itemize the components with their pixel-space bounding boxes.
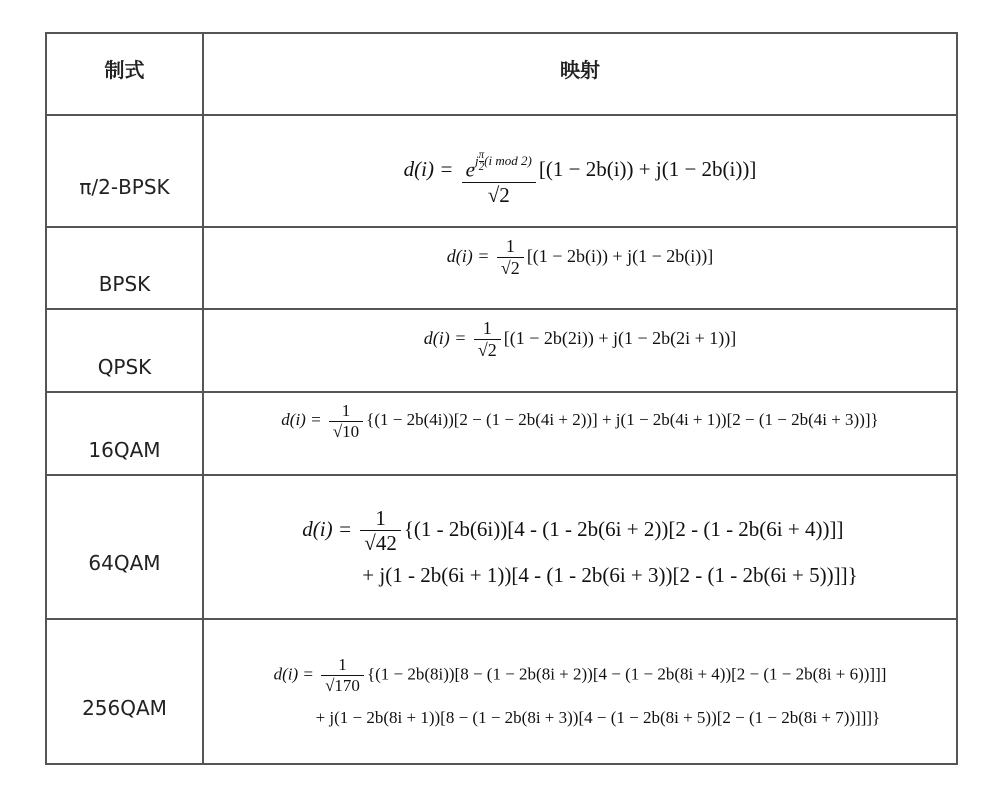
formula-bpsk: [446, 236, 714, 278]
formula-numerator: 1: [329, 401, 363, 422]
formula-fraction: [329, 401, 363, 442]
formula-lhs: d(i) =: [302, 517, 353, 542]
formula-body: [(1 − 2b(2i)) + j(1 − 2b(2i + 1))]: [503, 327, 737, 348]
scheme-cell: 16QAM: [46, 392, 203, 475]
formula-qpsk: [423, 318, 737, 360]
formula-fraction: [497, 236, 524, 279]
table-row: [46, 309, 957, 392]
formula-numerator: 1: [497, 236, 524, 258]
scheme-cell: BPSK: [46, 227, 203, 309]
formula-256qam: [274, 655, 887, 728]
formula-lhs: d(i) =: [446, 245, 490, 266]
table-row: [46, 392, 957, 475]
formula-body: {(1 − 2b(4i))[2 − (1 − 2b(4i + 2))] + j(1 − 2b(4i + 1))[2 − (1 − 2b(4i + 3))]}: [366, 410, 879, 430]
formula-numerator: 1: [321, 655, 364, 676]
mapping-cell: [203, 227, 957, 309]
scheme-cell: QPSK: [46, 309, 203, 392]
formula-line-1: [274, 655, 887, 696]
exponent-suffix: (i mod 2): [484, 152, 532, 168]
formula-lhs: d(i) =: [281, 410, 322, 430]
table-row: [46, 475, 957, 619]
formula-pi2-bpsk: [403, 149, 757, 207]
formula-body-line2: + j(1 - 2b(6i + 1))[4 - (1 - 2b(6i + 3))[2 - (1 - 2b(6i + 5))]]}: [362, 562, 858, 587]
mapping-cell: [203, 392, 957, 475]
formula-line-1: [302, 506, 857, 556]
mapping-cell: [203, 619, 957, 764]
exponent-prefix: j: [474, 152, 479, 168]
formula-fraction: [474, 318, 501, 361]
mapping-cell: [203, 115, 957, 227]
formula-body-line1: {(1 - 2b(6i))[4 - (1 - 2b(6i + 2))[2 - (1 - 2b(6i + 4))]]: [403, 517, 844, 542]
table-row: [46, 227, 957, 309]
modulation-mapping-table: [45, 32, 958, 765]
formula-numerator: 1: [360, 506, 401, 531]
formula-lhs: d(i) =: [273, 664, 314, 684]
formula-body-line2: + j(1 − 2b(8i + 1))[8 − (1 − 2b(8i + 3))[4 − (1 − 2b(8i + 5))[2 − (1 − 2b(8i + 7))]]]}: [315, 707, 881, 727]
scheme-cell: 64QAM: [46, 475, 203, 619]
table-row: [46, 115, 957, 227]
formula-body: [(1 − 2b(i)) + j(1 − 2b(i))]: [526, 245, 714, 266]
table-row: [46, 619, 957, 764]
formula-numerator: 1: [474, 318, 501, 340]
exponent-frac-den: 2: [478, 161, 485, 174]
formula-denominator: √10: [332, 421, 360, 441]
formula-denominator: √2: [477, 339, 497, 360]
exponent: [474, 149, 532, 174]
header-mapping: 映射: [203, 33, 957, 115]
scheme-cell: π/2-BPSK: [46, 115, 203, 227]
formula-lhs: d(i) =: [403, 156, 454, 181]
exponent-frac-num: π: [478, 149, 485, 162]
mapping-cell: [203, 309, 957, 392]
formula-denominator: √42: [364, 531, 397, 556]
formula-body-line1: {(1 − 2b(8i))[8 − (1 − 2b(8i + 2))[4 − (1 − 2b(8i + 4))[2 − (1 − 2b(8i + 6))]]]: [366, 664, 887, 684]
formula-denominator: √170: [325, 675, 360, 695]
formula-denominator: √2: [500, 257, 520, 278]
formula-body: [(1 − 2b(i)) + j(1 − 2b(i))]: [538, 156, 757, 181]
header-scheme: 制式: [46, 33, 203, 115]
header-row: [46, 33, 957, 115]
formula-denominator: √2: [487, 182, 510, 207]
formula-fraction: [321, 655, 364, 696]
formula-fraction: [462, 134, 536, 208]
formula-lhs: d(i) =: [423, 327, 467, 348]
formula-fraction: [360, 506, 401, 556]
mapping-cell: [203, 475, 957, 619]
formula-64qam: [302, 506, 857, 587]
formula-16qam: [281, 401, 879, 441]
scheme-cell: 256QAM: [46, 619, 203, 764]
exp-base: e: [465, 157, 475, 182]
